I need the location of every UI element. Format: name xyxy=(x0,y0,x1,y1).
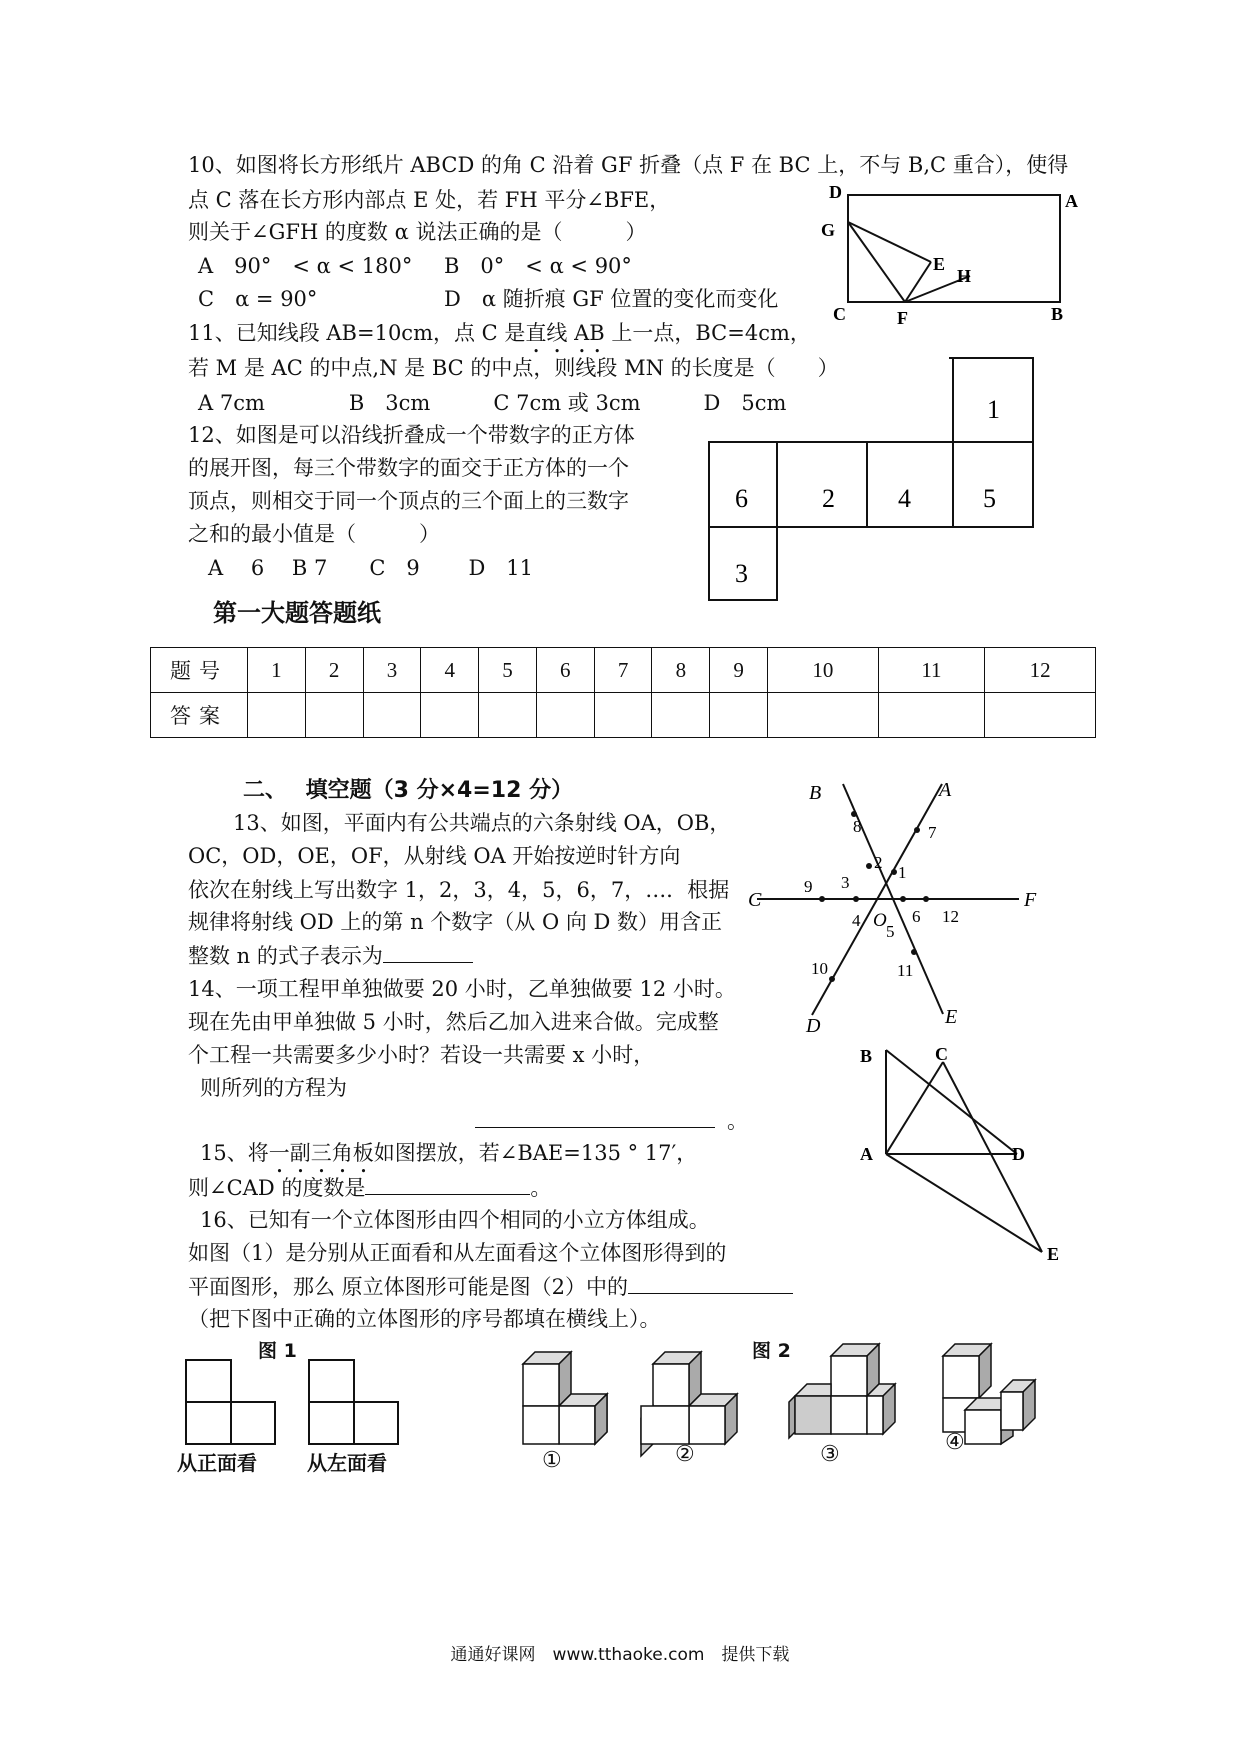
question-number-cell: 3 xyxy=(363,648,421,693)
q11-line1-emph: 直线 AB xyxy=(525,321,605,345)
q13-number-5: 5 xyxy=(886,922,895,941)
q15-end: 。 xyxy=(530,1176,552,1200)
question-number-cell: 7 xyxy=(594,648,652,693)
q13-line5-text: 整数 n 的式子表示为 xyxy=(188,944,383,968)
q14-line4: 则所列的方程为 xyxy=(200,1076,347,1100)
q10-line3: 则关于∠GFH 的度数 α 说法正确的是（ ） xyxy=(188,220,647,244)
q12-line3: 顶点，则相交于同一个顶点的三个面上的三数字 xyxy=(188,489,629,513)
q12-net-face-3: 4 xyxy=(898,484,911,513)
q13-line1: 13、如图，平面内有公共端点的六条射线 OA，OB， xyxy=(233,811,731,835)
question-number-cell: 2 xyxy=(305,648,363,693)
q15-label-e: E xyxy=(1047,1244,1060,1264)
q13-line5 xyxy=(188,940,473,971)
q13-number-7: 7 xyxy=(928,823,937,842)
q13-ray-label-o: O xyxy=(873,910,887,931)
q16-option-2-label: ② xyxy=(675,1442,695,1467)
q15-line2 xyxy=(188,1172,551,1203)
q13-ray-label-a: A xyxy=(939,779,952,801)
q13-ray-label-d: D xyxy=(806,1015,821,1037)
q13-line4: 规律将射线 OD 上的第 n 个数字（从 O 向 D 数）用含正 xyxy=(188,910,723,934)
q16-front-view-label: 从正面看 xyxy=(177,1451,257,1475)
q15-line2-text: 则∠CAD 的度数是 xyxy=(188,1176,366,1200)
q11-line1-pre: 11、已知线段 AB=10cm，点 C 是 xyxy=(188,321,526,345)
q13-number-6: 6 xyxy=(912,907,921,926)
q15-label-d: D xyxy=(1012,1144,1025,1164)
q10-option-a: A 90° < α < 180° xyxy=(198,254,413,278)
q10-option-c: C α = 90° xyxy=(198,287,318,311)
q12-net-face-1: 6 xyxy=(735,484,748,513)
q16-option-3-label: ③ xyxy=(820,1442,840,1467)
q16-fig1-title: 图 1 xyxy=(258,1340,297,1362)
q13-number-9: 9 xyxy=(804,877,813,896)
q13-ray-label-e: E xyxy=(945,1006,958,1028)
q13-number-11: 11 xyxy=(897,961,914,980)
q16-front-view-figure xyxy=(182,1356,278,1446)
answer-cell[interactable] xyxy=(594,693,652,738)
q11-line2: 若 M 是 AC 的中点,N 是 BC 的中点，则线段 MN 的长度是（ ） xyxy=(188,356,839,380)
question-number-cell: 8 xyxy=(652,648,710,693)
question-number-cell: 10 xyxy=(768,648,879,693)
q12-net-face-4: 5 xyxy=(983,484,996,513)
q13-answer-blank[interactable] xyxy=(383,940,473,963)
question-number-cell: 4 xyxy=(421,648,479,693)
q10-label-c: C xyxy=(833,304,846,324)
q14-end: 。 xyxy=(727,1109,748,1133)
q15-line1-emph: 一副三角板 xyxy=(268,1141,374,1165)
answer-cell[interactable] xyxy=(479,693,537,738)
q11-line1-post: 上一点，BC=4cm， xyxy=(604,321,811,345)
q13-number-8: 8 xyxy=(853,817,862,836)
q10-option-d: D α 随折痕 GF 位置的变化而变化 xyxy=(444,287,779,311)
q12-line2: 的展开图，每三个带数字的面交于正方体的一个 xyxy=(188,456,629,480)
answer-cell[interactable] xyxy=(363,693,421,738)
q14-line1: 14、一项工程甲单独做要 20 小时，乙单独做要 12 小时。 xyxy=(188,977,736,1001)
q13-ray-label-b: B xyxy=(809,782,822,804)
q14-answer-blank[interactable] xyxy=(475,1105,715,1128)
question-number-cell: 9 xyxy=(710,648,768,693)
q10-label-a: A xyxy=(1065,191,1078,211)
question-number-cell: 5 xyxy=(479,648,537,693)
q10-rectangle-figure xyxy=(815,182,1085,332)
question-number-cell: 1 xyxy=(248,648,306,693)
q11-options: A 7cm B 3cm C 7cm 或 3cm D 5cm xyxy=(198,391,787,415)
q10-label-h: H xyxy=(957,266,972,286)
q16-option-1-figure[interactable] xyxy=(505,1336,615,1446)
q10-label-b: B xyxy=(1051,304,1064,324)
answer-sheet-row1-head: 题号 xyxy=(151,648,248,693)
q16-line1: 16、已知有一个立体图形由四个相同的小立方体组成。 xyxy=(200,1208,710,1232)
q13-ray-label-f: F xyxy=(1024,889,1037,911)
answer-cell[interactable] xyxy=(768,693,879,738)
q16-option-4-label: ④ xyxy=(945,1430,965,1455)
answer-cell[interactable] xyxy=(248,693,306,738)
answer-cell[interactable] xyxy=(878,693,985,738)
answer-sheet-title: 第一大题答题纸 xyxy=(213,599,381,627)
q13-number-4: 4 xyxy=(852,911,861,930)
q11-line1 xyxy=(188,318,811,358)
q10-label-g: G xyxy=(821,220,836,240)
q13-line3: 依次在射线上写出数字 1，2，3，4，5，6，7，…．根据 xyxy=(188,878,730,902)
q13-line2: OC，OD，OE，OF，从射线 OA 开始按逆时针方向 xyxy=(188,844,681,868)
q12-net-face-bottom: 3 xyxy=(735,559,748,588)
q10-line1: 10、如图将长方形纸片 ABCD 的角 C 沿着 GF 折叠（点 F 在 BC 上，不与 B,C 重合），使得 xyxy=(188,153,1069,177)
q13-number-12: 12 xyxy=(942,907,959,926)
q13-number-10: 10 xyxy=(811,959,828,978)
q16-left-view-label: 从左面看 xyxy=(307,1451,387,1475)
q14-line3: 个工程一共需要多少小时？若设一共需要 x 小时， xyxy=(188,1043,655,1067)
q16-option-3-figure[interactable] xyxy=(785,1334,910,1444)
q16-answer-blank[interactable] xyxy=(628,1271,793,1294)
q13-number-2: 2 xyxy=(874,853,883,872)
q16-line2: 如图（1）是分别从正面看和从左面看这个立体图形得到的 xyxy=(188,1241,727,1265)
q16-line4: （把下图中正确的立体图形的序号都填在横线上）。 xyxy=(188,1307,661,1331)
q10-label-f: F xyxy=(897,308,908,328)
answer-sheet-table xyxy=(150,647,1096,738)
answer-cell[interactable] xyxy=(305,693,363,738)
q16-option-2-figure[interactable] xyxy=(635,1336,750,1446)
answer-cell[interactable] xyxy=(421,693,479,738)
q16-left-view-figure xyxy=(305,1356,401,1446)
answer-cell[interactable] xyxy=(710,693,768,738)
q12-cube-net-figure xyxy=(705,355,1050,610)
q15-line1-post: 如图摆放，若∠BAE=135 ° 17′， xyxy=(373,1141,698,1165)
q16-option-1-label: ① xyxy=(542,1448,562,1473)
q14-answer-line xyxy=(475,1105,748,1136)
q14-line2: 现在先由甲单独做 5 小时，然后乙加入进来合做。完成整 xyxy=(188,1010,719,1034)
table-row xyxy=(151,648,1096,693)
answer-sheet-row2-head: 答案 xyxy=(151,693,248,738)
q12-line4: 之和的最小值是（ ） xyxy=(188,522,440,546)
q10-option-b: B 0° < α < 90° xyxy=(444,254,632,278)
q13-ray-label-c: C xyxy=(748,889,762,911)
q10-label-d: D xyxy=(829,182,842,202)
page-footer: 通通好课网 www.tthaoke.com 提供下载 xyxy=(450,1645,790,1665)
q13-number-3: 3 xyxy=(841,873,850,892)
q16-line3-text: 平面图形，那么 原立体图形可能是图（2）中的 xyxy=(188,1275,629,1299)
q15-answer-blank[interactable] xyxy=(365,1172,530,1195)
q16-fig2-title: 图 2 xyxy=(752,1340,791,1362)
q15-triangles-figure xyxy=(855,1042,1075,1267)
q12-net-face-2: 2 xyxy=(822,484,835,513)
q10-line2: 点 C 落在长方形内部点 E 处，若 FH 平分∠BFE， xyxy=(188,188,671,212)
question-number-cell: 12 xyxy=(985,648,1096,693)
q15-label-a: A xyxy=(860,1144,873,1164)
answer-cell[interactable] xyxy=(536,693,594,738)
section2-heading: 二、 填空题（3 分×4=12 分） xyxy=(243,778,574,803)
q12-line1: 12、如图是可以沿线折叠成一个带数字的正方体 xyxy=(188,423,635,447)
answer-cell[interactable] xyxy=(985,693,1096,738)
q15-label-c: C xyxy=(935,1044,948,1064)
q10-label-e: E xyxy=(933,254,946,274)
q15-line1-pre: 15、将 xyxy=(200,1141,269,1165)
q12-net-face-top: 1 xyxy=(987,395,1000,424)
q13-number-1: 1 xyxy=(898,863,907,882)
q15-label-b: B xyxy=(860,1046,873,1066)
table-row xyxy=(151,693,1096,738)
q16-line3 xyxy=(188,1271,793,1302)
q13-rays-figure xyxy=(748,772,1052,1037)
question-number-cell: 6 xyxy=(536,648,594,693)
question-number-cell: 11 xyxy=(878,648,985,693)
q12-options: A 6 B 7 C 9 D 11 xyxy=(208,556,534,580)
answer-cell[interactable] xyxy=(652,693,710,738)
